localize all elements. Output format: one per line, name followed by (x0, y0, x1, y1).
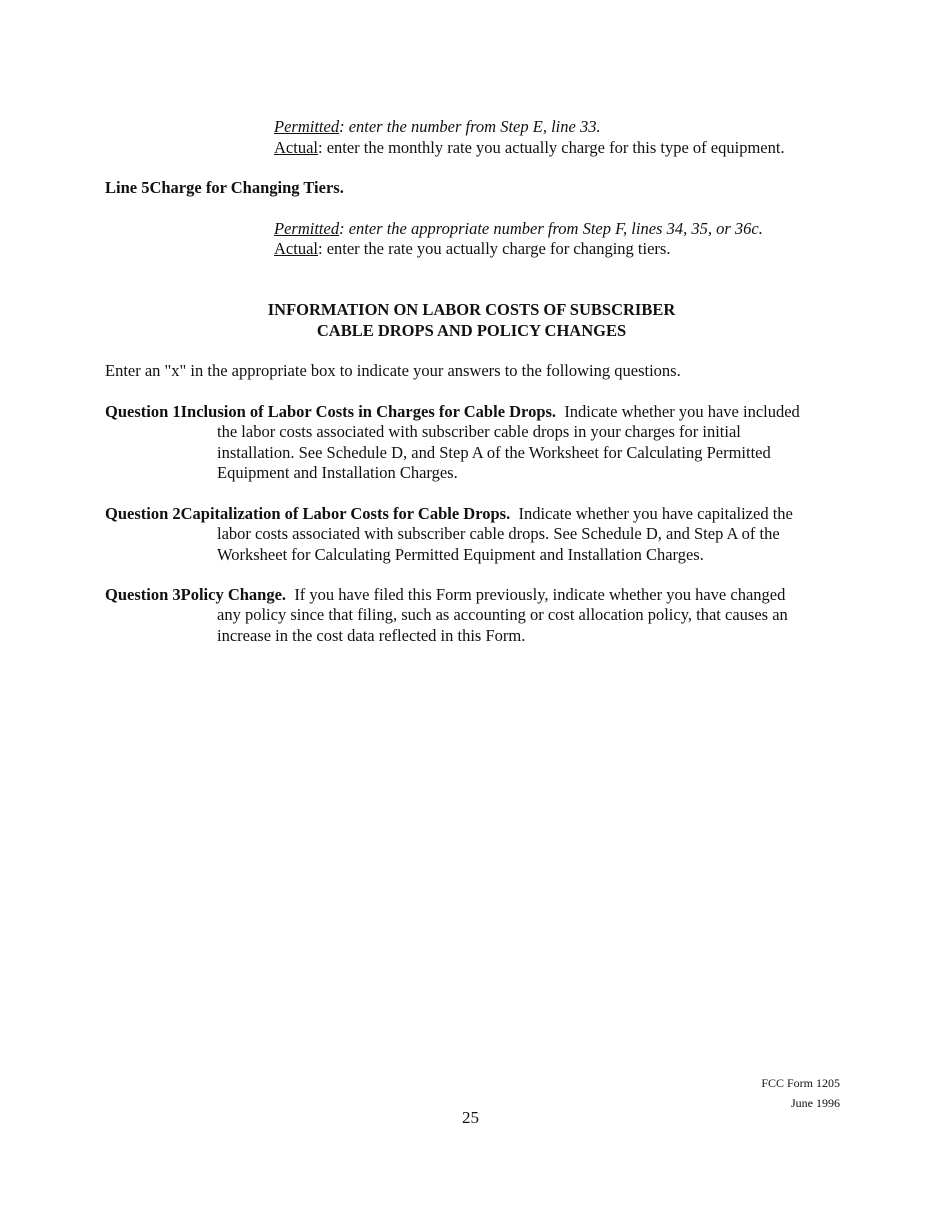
actual-text: : enter the rate you actually charge for changing tiers. (317, 239, 671, 258)
question-2-heading: Question 2Capitalization of Labor Costs for Cable Drops. (105, 504, 511, 523)
question-2-line: labor costs associated with subscriber cable drops. See Schedule D, and Step A of the (217, 524, 780, 543)
question-3-body (217, 605, 847, 646)
question-3-first-line (105, 585, 785, 606)
permitted-text: : enter the appropriate number from Step F, lines 34, 35, or 36c. (339, 219, 763, 238)
question-2-first-line (105, 504, 793, 525)
form-footer (700, 1075, 840, 1111)
page-number: 25 (462, 1108, 479, 1127)
section-heading (220, 300, 723, 341)
question-2-text: Indicate whether you have capitalized the (518, 504, 793, 523)
question-1-line: installation. See Schedule D, and Step A of the Worksheet for Calculating Permitted (217, 442, 771, 462)
question-1-body (217, 422, 847, 484)
step-e-actual-line (274, 138, 785, 159)
question-1-heading: Question 1Inclusion of Labor Costs in Charges for Cable Drops. (105, 402, 557, 421)
question-1-text: Indicate whether you have included (564, 402, 800, 421)
section-heading-line1: INFORMATION ON LABOR COSTS OF SUBSCRIBER (267, 300, 676, 319)
line5-permitted-line (274, 219, 763, 240)
question-3-line: increase in the cost data reflected in this Form. (217, 625, 526, 645)
step-e-permitted-line (274, 117, 601, 138)
actual-label: Actual (274, 138, 318, 157)
actual-label: Actual (274, 239, 318, 258)
question-2-body (217, 524, 847, 565)
line5-actual-line (274, 239, 670, 260)
question-3-line: any policy since that filing, such as accounting or cost allocation policy, that causes an (217, 605, 788, 624)
instruction-text: Enter an "x" in the appropriate box to indicate your answers to the following questions. (105, 361, 681, 380)
section-heading-line2: CABLE DROPS AND POLICY CHANGES (316, 320, 627, 340)
question-1-first-line (105, 402, 800, 423)
form-date: June 1996 (791, 1096, 840, 1110)
question-3-text: If you have filed this Form previously, indicate whether you have changed (294, 585, 786, 604)
permitted-label: Permitted (274, 219, 340, 238)
permitted-text: : enter the number from Step E, line 33. (339, 117, 601, 136)
line5-heading: Line 5Charge for Changing Tiers. (105, 178, 344, 197)
question-3-heading: Question 3Policy Change. (105, 585, 287, 604)
form-name: FCC Form 1205 (761, 1076, 840, 1090)
question-2-line: Worksheet for Calculating Permitted Equipment and Installation Charges. (217, 544, 704, 564)
permitted-label: Permitted (274, 117, 340, 136)
question-1-line: the labor costs associated with subscriber cable drops in your charges for initial (217, 422, 741, 441)
question-1-line: Equipment and Installation Charges. (217, 463, 458, 482)
actual-text: : enter the monthly rate you actually charge for this type of equipment. (317, 138, 785, 157)
